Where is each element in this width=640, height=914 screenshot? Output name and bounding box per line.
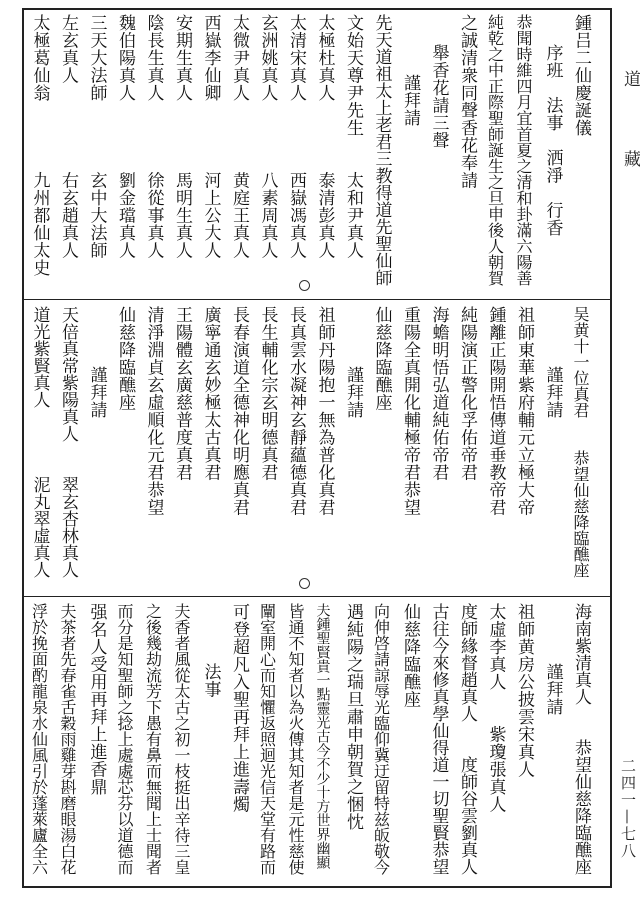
text-column: 謹拜請 — [400, 74, 420, 127]
text-column: 純乾之中正際聖師誕生之旦申後人朝賀 — [485, 14, 505, 286]
text-column: 謹拜請 — [542, 366, 563, 419]
text-column: 純陽演正警化孚佑帝君 — [457, 306, 477, 481]
text-column: 道光紫賢真人 泥丸翠虛真人 — [29, 306, 50, 578]
page-number: 二四一—七八 — [619, 758, 637, 860]
text-column: 吴黄十一位真君 恭望仙慈降臨醮座 — [571, 306, 590, 578]
text-column: 謹拜請 — [86, 366, 107, 419]
text-column: 重陽全真開化輔極帝君恭望 — [400, 306, 420, 516]
text-column: 祖師黄房公披雲宋真人 — [514, 603, 534, 778]
text-column: 陰長生真人 徐從事真人 — [143, 14, 164, 259]
text-column: 謹拜請 — [542, 663, 563, 716]
text-column: 强名人受用再拜上進香鼎 — [86, 603, 107, 796]
margin-mark-dao: 道 — [620, 70, 640, 89]
text-column: 文始天尊尹先生 太和尹真人 — [343, 14, 363, 259]
text-column: 舉香花請三聲 — [428, 44, 449, 149]
text-column: 夫香者風從太古之初一枝挺出辛待三皇 — [172, 603, 191, 875]
text-column: 長生輔化宗玄明德真君 — [257, 306, 278, 481]
text-column: 夫鍾聖賢貴一點靈光古今不少十方世界幽顯 — [314, 603, 331, 869]
text-column: 天倍真常紫陽真人 翠玄杏林真人 — [58, 306, 78, 578]
text-column: 序班 法事 洒淨 行香 — [542, 44, 563, 237]
text-column: 仙慈降臨醮座 — [371, 306, 392, 411]
text-column: 玄洲姚真人 八素周真人 — [257, 14, 278, 259]
circle-mark — [299, 280, 310, 291]
text-column: 皆通不知者以為火傳其知者是元性慈使 — [286, 603, 305, 875]
text-column: 太清宋真人 西嶽馮真人 — [286, 14, 306, 259]
text-column: 之後幾劫流芳下愚有鼻而無聞上士聞者 — [143, 603, 163, 875]
register-divider-2 — [22, 596, 612, 597]
text-column: 先天道祖太上老君三教得道先聖仙師 — [371, 14, 392, 286]
text-column: 清淨淵貞玄虛順化元君恭望 — [143, 306, 164, 516]
text-column: 王陽體玄廣慈普度真君 — [172, 306, 192, 481]
text-column: 廣寧通玄妙極太古真君 — [200, 306, 221, 481]
text-column: 謹拜請 — [343, 366, 363, 419]
text-column: 仙慈降臨醮座 — [115, 306, 135, 411]
text-column: 而分是知聖師之捻上處處芯芬以道德而 — [115, 603, 134, 875]
text-column: 太極杜真人 泰清彭真人 — [314, 14, 335, 259]
text-column: 可登超凡入聖再拜上進壽燭 — [229, 603, 249, 813]
text-column: 夫茶者先春雀舌穀雨雞芽斟磨眼湯白花 — [58, 603, 77, 875]
text-column: 太虛李真人 紫瓊張真人 — [485, 603, 506, 813]
text-column: 三天大法師 玄中大法師 — [86, 14, 107, 259]
text-column: 祖師東華紫府輔元立極大帝 — [514, 306, 534, 516]
text-column: 鍾離正陽開悟傳道垂教帝君 — [485, 306, 506, 516]
text-column: 海蟾明悟弘道純佑帝君 — [428, 306, 449, 481]
text-column: 之誠清衆同聲香花奉請 — [457, 14, 477, 189]
text-column: 浮於挽面酌龍泉水仙風引於蓬萊廬全六 — [29, 603, 49, 875]
text-column: 西嶽李仙卿 河上公大人 — [200, 14, 221, 259]
text-column: 祖師丹陽抱一無為普化真君 — [314, 306, 335, 516]
text-column: 鍾吕二仙慶誕儀 — [571, 14, 591, 137]
text-column: 闡室開心而知懼返照迴光信天堂有路而 — [257, 603, 277, 875]
text-column: 仙慈降臨醮座 — [400, 603, 420, 708]
text-column: 遇純陽之瑞旦肅申朝賀之悃忱 — [343, 603, 363, 831]
text-column: 度師緣督趙真人 度師谷雲劉真人 — [457, 603, 477, 875]
margin-mark-zang: 藏 — [620, 150, 640, 169]
register-divider-1 — [22, 299, 612, 300]
text-column: 向伸啓請諒辱光臨仰冀迂留特兹皈敬今 — [371, 603, 391, 875]
text-column: 太極葛仙翁 九州都仙太史 — [29, 14, 50, 277]
text-column: 古往今來修真學仙得道一切聖賢恭望 — [428, 603, 449, 875]
text-column: 海南紫清真人 恭望仙慈降臨醮座 — [571, 603, 591, 875]
text-column: 安期生真人 馬明生真人 — [172, 14, 192, 259]
text-column: 法事 — [200, 663, 221, 698]
text-column: 魏伯陽真人 劉金璫真人 — [115, 14, 135, 259]
circle-mark — [299, 578, 310, 589]
text-column: 長春演道全德神化明應真君 — [229, 306, 249, 516]
text-column: 恭聞時維四月宜首夏之清和卦滿六陽善 — [514, 14, 533, 286]
text-column: 長真雲水凝神玄靜蘊德真君 — [286, 306, 306, 516]
text-column: 太微尹真人 黄庭王真人 — [229, 14, 249, 259]
text-column: 左玄真人 右玄趙真人 — [58, 14, 78, 259]
